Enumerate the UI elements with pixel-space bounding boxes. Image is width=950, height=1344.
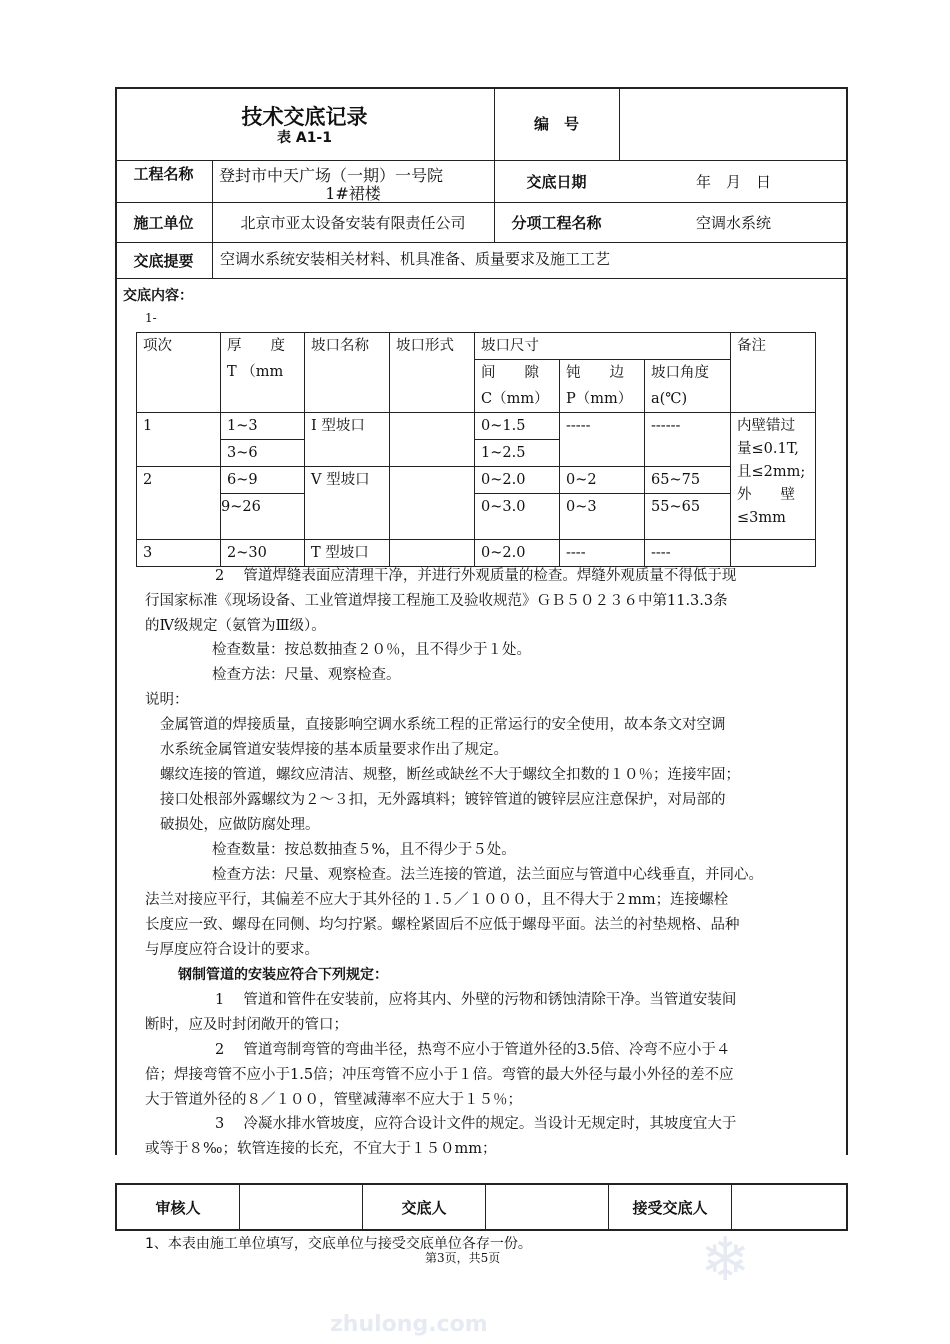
header-gap-b: C（mm） (481, 391, 549, 407)
discloser-field[interactable] (485, 1185, 608, 1229)
cell-angle: ------ (645, 413, 731, 467)
p1-line3: 的Ⅳ级规定（氨管为Ⅲ级）。 (145, 618, 326, 634)
number-value[interactable] (619, 87, 848, 160)
discloser-label: 交底人 (362, 1185, 485, 1229)
cell-remark (731, 540, 816, 567)
signoff-row (115, 1183, 848, 1231)
header-angle-a: 坡口角度 (651, 365, 709, 381)
header-angle (645, 360, 731, 413)
bevel-table (136, 332, 816, 567)
content-label: 交底内容： (123, 288, 193, 304)
cell-form (390, 467, 475, 540)
receiver-label: 接受交底人 (608, 1185, 731, 1229)
number-label: 编 号 (533, 115, 579, 133)
reviewer-field[interactable] (239, 1185, 362, 1229)
cell-thickness: 2~30 (221, 540, 305, 567)
watermark-logo: ❄ (700, 1225, 751, 1295)
summary-value: 空调水系统安装相关材料、机具准备、质量要求及施工工艺 (220, 250, 611, 268)
cell-seq: 3 (137, 540, 221, 567)
cell-remark (731, 413, 816, 540)
header-blunt-a: 钝 边 (566, 365, 624, 381)
cell-gap: 0~2.0 (475, 540, 560, 567)
cell-blunt: 0~2 (560, 467, 645, 494)
header-size: 坡口尺寸 (475, 333, 731, 360)
s3-line2: 或等于８‰；软管连接的长充，不宜大于１５０mm； (145, 1141, 497, 1157)
cell-angle: 55~65 (645, 494, 731, 540)
remark-line-3: 且≤2mm; (737, 464, 806, 480)
cell-gap: 0~2.0 (475, 467, 560, 494)
date-value[interactable]: 年 月 日 (695, 172, 771, 191)
header-gap-a: 间 隙 (481, 365, 539, 381)
remark-line-5: ≤3mm (737, 510, 786, 526)
c2-line4: 与厚度应符合设计的要求。 (145, 942, 319, 958)
watermark-text: zhulong.com (330, 1312, 488, 1337)
header-gap (475, 360, 560, 413)
header-angle-b: a(℃) (651, 391, 688, 407)
cell-name: T 型坡口 (305, 540, 390, 567)
header-remark: 备注 (731, 333, 816, 413)
date-label: 交底日期 (526, 172, 587, 191)
header-name: 坡口名称 (305, 333, 390, 413)
s2-line2: 倍；焊接弯管不应小于1.5倍；冲压弯管不应小于１倍。弯管的最大外径与最小外径的差不应 (145, 1067, 734, 1083)
c2-line3: 长度应一致、螺母在同侧、均匀拧紧。螺栓紧固后不应低于螺母平面。法兰的衬垫规格、品种 (145, 917, 740, 933)
cell-gap: 0~3.0 (475, 494, 560, 540)
n2-line1: 螺纹连接的管道，螺纹应清洁、规整，断丝或缺丝不大于螺纹全扣数的１０％；连接牢固； (160, 767, 740, 783)
cell-angle: ---- (645, 540, 731, 567)
cell-form (390, 540, 475, 567)
cell-seq: 2 (137, 467, 221, 540)
subproject-label: 分项工程名称 (511, 213, 602, 232)
remark-line-1: 内壁错过 (737, 418, 795, 434)
table-row (137, 540, 816, 567)
table-caption: 1- (145, 311, 157, 325)
s2-line1: 2 管道弯制弯管的弯曲半径，热弯不应小于管道外径的3.5倍、冷弯不应小于４ (215, 1042, 731, 1058)
form-number: 表 A1-1 (276, 130, 332, 146)
project-value-line2: 1#裙楼 (325, 183, 381, 203)
c2-line1: 检查方法：尺量、观察检查。法兰连接的管道，法兰面应与管道中心线垂直，并同心。 (212, 867, 763, 883)
n1-line2: 水系统金属管道安装焊接的基本质量要求作出了规定。 (160, 742, 508, 758)
cell-gap: 0~1.5 (475, 413, 560, 440)
header-form: 坡口形式 (390, 333, 475, 413)
footer-note: 1、本表由施工单位填写，交底单位与接受交底单位各存一份。 (145, 1236, 532, 1252)
header-seq: 项次 (137, 333, 221, 413)
check1-qty: 检查数量：按总数抽查２０％，且不得少于１处。 (212, 642, 531, 658)
cell-name: I 型坡口 (305, 413, 390, 467)
header-blunt-b: P（mm） (566, 391, 633, 407)
cell-thickness: 3~6 (221, 440, 305, 467)
steel-heading: 钢制管道的安装应符合下列规定： (178, 967, 388, 983)
cell-blunt: 0~3 (560, 494, 645, 540)
s1-line2: 断时，应及时封闭敞开的管口； (145, 1017, 348, 1033)
note-label: 说明： (145, 692, 189, 708)
cell-thickness: 9~26 (221, 494, 305, 540)
reviewer-label: 审核人 (155, 1198, 201, 1217)
remark-line-4: 外 壁 (737, 487, 795, 503)
cell-seq: 1 (137, 413, 221, 467)
remark-line-2: 量≤0.1T, (737, 441, 799, 457)
p1-line1: 2 管道焊缝表面应清理干净，并进行外观质量的检查。焊缝外观质量不得低于现 (215, 568, 737, 584)
unit-label: 施工单位 (133, 213, 194, 232)
unit-value: 北京市亚太设备安装有限责任公司 (240, 213, 466, 232)
header-thickness (221, 333, 305, 413)
cell-thickness: 1~3 (221, 413, 305, 440)
check2-qty: 检查数量：按总数抽查５%，且不得少于５处。 (212, 842, 516, 858)
cell-name: V 型坡口 (305, 467, 390, 540)
form-title: 技术交底记录 (241, 105, 368, 129)
page-number: 第3页，共5页 (425, 1251, 501, 1265)
s2-line3: 大于管道外径的８／１００，管壁减薄率不应大于１５％； (145, 1092, 522, 1108)
cell-form (390, 413, 475, 467)
summary-label: 交底提要 (133, 251, 194, 270)
s1-line1: 1 管道和管件在安装前，应将其内、外壁的污物和锈蚀清除干净。当管道安装间 (215, 992, 737, 1008)
table-row (137, 413, 816, 440)
cell-blunt: ---- (560, 540, 645, 567)
receiver-field[interactable] (731, 1185, 846, 1229)
p1-line2: 行国家标准《现场设备、工业管道焊接工程施工及验收规范》ＧＢ５０２３６中第11.3.3条 (145, 593, 728, 609)
header-thickness-b: T （mm (227, 364, 284, 380)
cell-angle: 65~75 (645, 467, 731, 494)
header-thickness-a: 厚 度 (227, 338, 285, 354)
cell-blunt: ----- (560, 413, 645, 467)
project-value-line1: 登封市中天广场（一期）一号院 (219, 166, 444, 185)
n1-line1: 金属管道的焊接质量，直接影响空调水系统工程的正常运行的安全使用，故本条文对空调 (160, 717, 726, 733)
table-row (137, 494, 816, 540)
n2-line2: 接口处根部外露螺纹为２～３扣，无外露填料；镀锌管道的镀锌层应注意保护，对局部的 (160, 792, 726, 808)
s3-line1: 3 冷凝水排水管坡度，应符合设计文件的规定。当设计无规定时，其坡度宜大于 (215, 1116, 737, 1132)
subproject-value: 空调水系统 (695, 213, 771, 232)
c2-line2: 法兰对接应平行，其偏差不应大于其外径的１.５／１０００，且不得大于２mm；连接螺栓 (145, 892, 729, 908)
cell-thickness: 6~9 (221, 467, 305, 494)
cell-gap: 1~2.5 (475, 440, 560, 467)
table-row (137, 467, 816, 494)
header-blunt (560, 360, 645, 413)
project-label: 工程名称 (133, 164, 194, 183)
n2-line3: 破损处，应做防腐处理。 (160, 817, 320, 833)
check1-method: 检查方法：尺量、观察检查。 (212, 667, 401, 683)
